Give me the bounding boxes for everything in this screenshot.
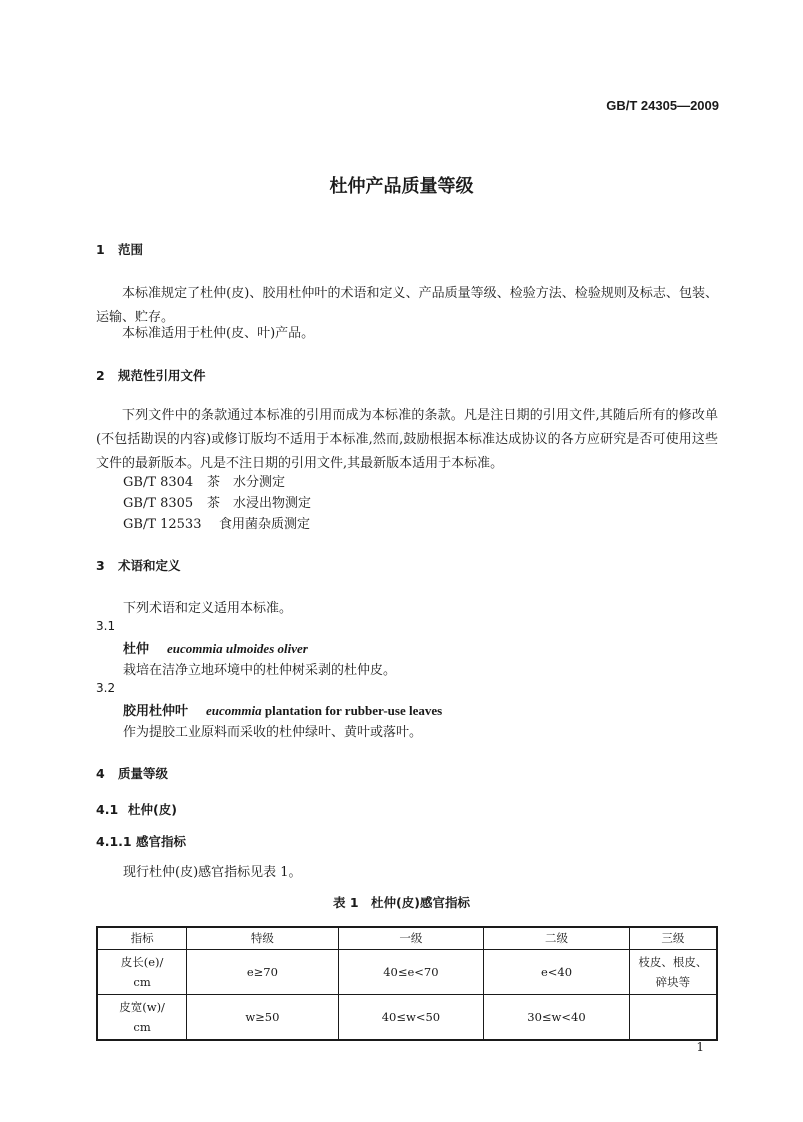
- subsection-4-1-heading: [96, 800, 177, 818]
- table-header: 二级: [484, 927, 630, 949]
- table-cell: e≥70: [187, 949, 338, 994]
- table-cell: w≥50: [187, 994, 338, 1040]
- section-2-heading: [96, 366, 206, 384]
- term-number: 3.1: [96, 619, 116, 633]
- section-title: 质量等级: [118, 766, 169, 781]
- section-1-paragraph-2: 本标准适用于杜仲(皮、叶)产品。: [122, 326, 315, 341]
- table-cell: 30≤w<40: [484, 994, 630, 1040]
- section-number: 3: [96, 558, 105, 573]
- reference-item: [123, 492, 311, 511]
- section-4-paragraph-1: 现行杜仲(皮)感官指标见表 1。: [123, 865, 302, 880]
- section-4-heading: [96, 764, 168, 782]
- term-definition: 栽培在洁净立地环境中的杜仲树采剥的杜仲皮。: [123, 663, 397, 678]
- term-entry: [123, 700, 442, 719]
- term-entry: [123, 638, 308, 657]
- section-title: 规范性引用文件: [118, 368, 206, 383]
- section-3-heading: [96, 556, 181, 574]
- table-header: 特级: [187, 927, 338, 949]
- reference-code: GB/T 8304: [123, 475, 194, 490]
- table-header: 指标: [97, 927, 187, 949]
- reference-name: 食用菌杂质测定: [219, 517, 311, 532]
- section-title: 感官指标: [136, 834, 187, 849]
- table-cell: [629, 949, 717, 994]
- section-title: 杜仲(皮): [128, 802, 177, 817]
- reference-item: [123, 471, 285, 490]
- cell-line: 枝皮、根皮、: [638, 954, 708, 969]
- table-row: [97, 949, 717, 994]
- table-cell-label: [97, 949, 187, 994]
- term-name: 胶用杜仲叶: [123, 704, 189, 719]
- reference-item: [123, 513, 310, 532]
- table-cell: 40≤e<70: [338, 949, 484, 994]
- term-english-italic: eucommia: [206, 703, 262, 718]
- section-1-heading: [96, 240, 143, 258]
- section-title: 术语和定义: [118, 558, 181, 573]
- term-english: [206, 703, 442, 718]
- reference-code: GB/T 8305: [123, 496, 194, 511]
- standard-code: GB/T 24305—2009: [606, 98, 719, 113]
- grade-table: [96, 926, 718, 1041]
- table-cell-label: [97, 994, 187, 1040]
- label-line: 皮宽(w)/: [119, 999, 165, 1014]
- section-number: 4.1: [96, 802, 119, 817]
- table-header: 一级: [338, 927, 484, 949]
- label-line: 皮长(e)/: [120, 954, 164, 969]
- cell-line: 碎块等: [655, 974, 691, 989]
- term-name: 杜仲: [123, 642, 150, 657]
- section-number: 1: [96, 242, 105, 257]
- section-3-paragraph-1: 下列术语和定义适用本标准。: [123, 601, 293, 616]
- reference-code: GB/T 12533: [123, 517, 202, 532]
- label-unit: cm: [133, 974, 151, 989]
- term-definition: 作为提胶工业原料而采收的杜仲绿叶、黄叶或落叶。: [123, 725, 423, 740]
- table-header: 三级: [629, 927, 717, 949]
- section-2-paragraph-1: 下列文件中的条款通过本标准的引用而成为本标准的条款。凡是注日期的引用文件,其随后所有的修改单(不包括勘误的内容)或修订版均不适用于本标准,然而,鼓励根据本标准达成协议的各方应研究是否可使用这些文件的最新版本。凡是不注日期的引用文件,其最新版本适用于本标准。: [96, 408, 718, 471]
- reference-name: 茶 水浸出物测定: [207, 496, 312, 511]
- term-english-rest: plantation for rubber-use leaves: [264, 703, 443, 718]
- term-number: 3.2: [96, 681, 116, 695]
- table-caption: 表 1 杜仲(皮)感官指标: [333, 895, 470, 910]
- table-header-row: [97, 927, 717, 949]
- label-unit: cm: [133, 1019, 151, 1034]
- section-number: 2: [96, 368, 105, 383]
- table-cell: 40≤w<50: [338, 994, 484, 1040]
- section-number: 4.1.1: [96, 834, 132, 849]
- section-number: 4: [96, 766, 105, 781]
- subsection-4-1-1-heading: [96, 832, 186, 850]
- table-row: [97, 994, 717, 1040]
- reference-name: 茶 水分测定: [207, 475, 286, 490]
- page-number: 1: [696, 1040, 704, 1054]
- document-title: 杜仲产品质量等级: [329, 176, 474, 197]
- term-english: eucommia ulmoides oliver: [167, 641, 308, 656]
- section-title: 范围: [118, 242, 144, 257]
- table-cell: [629, 994, 717, 1040]
- table-cell: e<40: [484, 949, 630, 994]
- section-1-paragraph-1: 本标准规定了杜仲(皮)、胶用杜仲叶的术语和定义、产品质量等级、检验方法、检验规则及标志、包装、运输、贮存。: [96, 286, 718, 325]
